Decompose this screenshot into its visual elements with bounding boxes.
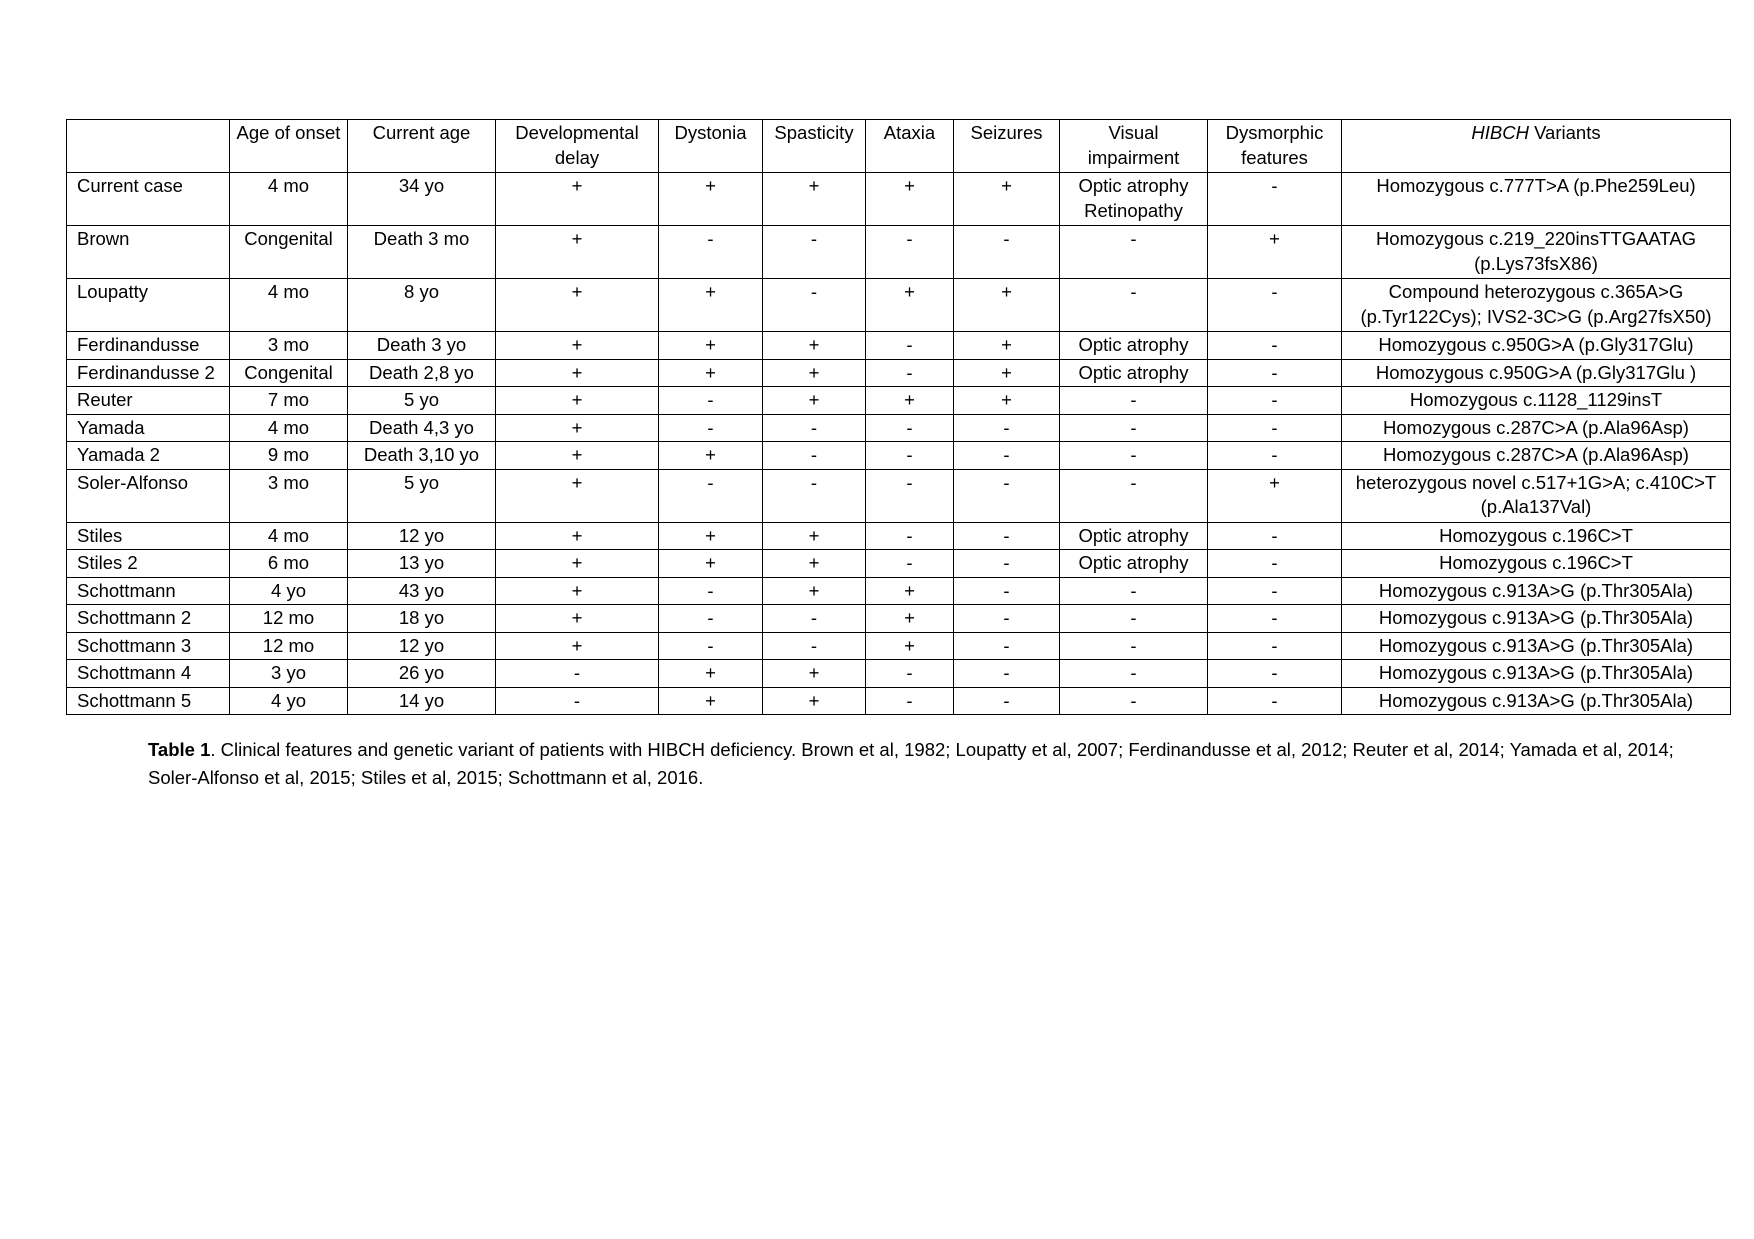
cell-variants: Homozygous c.913A>G (p.Thr305Ala) xyxy=(1342,660,1731,688)
table-row xyxy=(67,577,1731,605)
cell-dystonia: + xyxy=(659,687,763,715)
cell-spasticity: - xyxy=(763,279,866,332)
cell-current-age: 5 yo xyxy=(348,469,496,522)
table-row xyxy=(67,522,1731,550)
cell-ataxia: - xyxy=(866,687,954,715)
cell-patient: Current case xyxy=(67,173,230,226)
cell-dystonia: - xyxy=(659,226,763,279)
cell-visual-impairment: - xyxy=(1060,687,1208,715)
cell-dystonia: + xyxy=(659,279,763,332)
cell-dystonia: - xyxy=(659,632,763,660)
cell-ataxia: - xyxy=(866,414,954,442)
cell-seizures: - xyxy=(954,687,1060,715)
cell-age-onset: 3 mo xyxy=(230,332,348,360)
cell-developmental-delay: + xyxy=(496,414,659,442)
cell-patient: Brown xyxy=(67,226,230,279)
cell-age-onset: Congenital xyxy=(230,226,348,279)
cell-visual-impairment: - xyxy=(1060,577,1208,605)
cell-patient: Schottmann 3 xyxy=(67,632,230,660)
cell-dystonia: - xyxy=(659,469,763,522)
cell-spasticity: - xyxy=(763,226,866,279)
table-row xyxy=(67,605,1731,633)
cell-patient: Stiles xyxy=(67,522,230,550)
cell-current-age: Death 3 mo xyxy=(348,226,496,279)
cell-spasticity: + xyxy=(763,522,866,550)
cell-seizures: - xyxy=(954,522,1060,550)
header-seizures: Seizures xyxy=(954,120,1060,173)
cell-seizures: - xyxy=(954,469,1060,522)
cell-variants: Homozygous c.913A>G (p.Thr305Ala) xyxy=(1342,687,1731,715)
cell-visual-impairment: - xyxy=(1060,632,1208,660)
cell-current-age: 5 yo xyxy=(348,387,496,415)
cell-age-onset: 4 mo xyxy=(230,279,348,332)
cell-dystonia: + xyxy=(659,332,763,360)
cell-variants: Homozygous c.287C>A (p.Ala96Asp) xyxy=(1342,442,1731,470)
cell-visual-impairment: - xyxy=(1060,226,1208,279)
cell-age-onset: 12 mo xyxy=(230,632,348,660)
cell-visual-impairment: - xyxy=(1060,660,1208,688)
cell-developmental-delay: + xyxy=(496,442,659,470)
cell-developmental-delay: + xyxy=(496,577,659,605)
table-row xyxy=(67,632,1731,660)
cell-developmental-delay: + xyxy=(496,279,659,332)
cell-age-onset: 3 mo xyxy=(230,469,348,522)
header-developmental-delay: Developmental delay xyxy=(496,120,659,173)
cell-patient: Schottmann xyxy=(67,577,230,605)
cell-dysmorphic-features: - xyxy=(1208,414,1342,442)
caption-label: Table 1 xyxy=(148,739,211,760)
cell-spasticity: + xyxy=(763,687,866,715)
cell-patient: Yamada 2 xyxy=(67,442,230,470)
cell-dysmorphic-features: - xyxy=(1208,359,1342,387)
cell-dysmorphic-features: - xyxy=(1208,577,1342,605)
cell-current-age: 8 yo xyxy=(348,279,496,332)
cell-patient: Stiles 2 xyxy=(67,550,230,578)
table-row xyxy=(67,279,1731,332)
cell-developmental-delay: + xyxy=(496,173,659,226)
cell-visual-impairment: Optic atrophy Retinopathy xyxy=(1060,173,1208,226)
cell-ataxia: + xyxy=(866,279,954,332)
cell-visual-impairment: Optic atrophy xyxy=(1060,550,1208,578)
cell-spasticity: - xyxy=(763,632,866,660)
cell-seizures: - xyxy=(954,550,1060,578)
cell-age-onset: 4 mo xyxy=(230,414,348,442)
cell-current-age: Death 4,3 yo xyxy=(348,414,496,442)
cell-seizures: + xyxy=(954,359,1060,387)
header-spasticity: Spasticity xyxy=(763,120,866,173)
cell-ataxia: - xyxy=(866,469,954,522)
cell-variants: Homozygous c.913A>G (p.Thr305Ala) xyxy=(1342,577,1731,605)
cell-patient: Schottmann 4 xyxy=(67,660,230,688)
cell-seizures: - xyxy=(954,414,1060,442)
cell-developmental-delay: + xyxy=(496,605,659,633)
cell-patient: Loupatty xyxy=(67,279,230,332)
cell-ataxia: + xyxy=(866,605,954,633)
cell-visual-impairment: - xyxy=(1060,414,1208,442)
table-row xyxy=(67,332,1731,360)
cell-spasticity: - xyxy=(763,469,866,522)
cell-ataxia: + xyxy=(866,387,954,415)
cell-current-age: 12 yo xyxy=(348,632,496,660)
cell-visual-impairment: Optic atrophy xyxy=(1060,522,1208,550)
cell-patient: Schottmann 2 xyxy=(67,605,230,633)
cell-visual-impairment: - xyxy=(1060,279,1208,332)
header-age-onset: Age of onset xyxy=(230,120,348,173)
clinical-table-container xyxy=(66,119,1730,715)
cell-variants: Homozygous c.913A>G (p.Thr305Ala) xyxy=(1342,632,1731,660)
cell-dystonia: - xyxy=(659,387,763,415)
cell-current-age: Death 3 yo xyxy=(348,332,496,360)
cell-seizures: + xyxy=(954,332,1060,360)
cell-patient: Schottmann 5 xyxy=(67,687,230,715)
cell-spasticity: + xyxy=(763,577,866,605)
cell-variants: Homozygous c.950G>A (p.Gly317Glu ) xyxy=(1342,359,1731,387)
cell-seizures: - xyxy=(954,632,1060,660)
cell-variants: Homozygous c.196C>T xyxy=(1342,522,1731,550)
cell-spasticity: - xyxy=(763,605,866,633)
cell-current-age: 12 yo xyxy=(348,522,496,550)
cell-seizures: - xyxy=(954,605,1060,633)
cell-visual-impairment: Optic atrophy xyxy=(1060,359,1208,387)
cell-age-onset: 6 mo xyxy=(230,550,348,578)
cell-dysmorphic-features: - xyxy=(1208,173,1342,226)
cell-dysmorphic-features: - xyxy=(1208,387,1342,415)
header-variants xyxy=(1342,120,1731,173)
cell-age-onset: 4 mo xyxy=(230,173,348,226)
cell-dystonia: + xyxy=(659,522,763,550)
cell-developmental-delay: + xyxy=(496,469,659,522)
cell-current-age: 14 yo xyxy=(348,687,496,715)
header-patient xyxy=(67,120,230,173)
cell-dystonia: + xyxy=(659,660,763,688)
cell-visual-impairment: - xyxy=(1060,605,1208,633)
table-row xyxy=(67,173,1731,226)
cell-spasticity: + xyxy=(763,359,866,387)
cell-dystonia: - xyxy=(659,414,763,442)
cell-age-onset: 4 mo xyxy=(230,522,348,550)
cell-dysmorphic-features: + xyxy=(1208,226,1342,279)
cell-developmental-delay: - xyxy=(496,687,659,715)
table-row xyxy=(67,226,1731,279)
cell-seizures: + xyxy=(954,387,1060,415)
cell-variants: Homozygous c.950G>A (p.Gly317Glu) xyxy=(1342,332,1731,360)
cell-variants: Homozygous c.219_220insTTGAATAG (p.Lys73fsX86) xyxy=(1342,226,1731,279)
cell-ataxia: - xyxy=(866,442,954,470)
cell-dysmorphic-features: - xyxy=(1208,660,1342,688)
cell-seizures: - xyxy=(954,577,1060,605)
cell-variants: Homozygous c.287C>A (p.Ala96Asp) xyxy=(1342,414,1731,442)
cell-seizures: - xyxy=(954,226,1060,279)
cell-dysmorphic-features: - xyxy=(1208,522,1342,550)
table-row xyxy=(67,414,1731,442)
cell-dystonia: + xyxy=(659,359,763,387)
header-dysmorphic-features: Dysmorphic features xyxy=(1208,120,1342,173)
table-body xyxy=(67,173,1731,715)
cell-developmental-delay: + xyxy=(496,332,659,360)
cell-visual-impairment: - xyxy=(1060,469,1208,522)
header-variants-gene: HIBCH xyxy=(1471,122,1529,143)
cell-developmental-delay: + xyxy=(496,387,659,415)
cell-patient: Ferdinandusse xyxy=(67,332,230,360)
cell-age-onset: 4 yo xyxy=(230,577,348,605)
clinical-features-table xyxy=(66,119,1731,715)
table-row xyxy=(67,660,1731,688)
cell-ataxia: + xyxy=(866,173,954,226)
cell-current-age: 13 yo xyxy=(348,550,496,578)
cell-ataxia: - xyxy=(866,550,954,578)
cell-spasticity: + xyxy=(763,173,866,226)
cell-age-onset: 9 mo xyxy=(230,442,348,470)
cell-dysmorphic-features: + xyxy=(1208,469,1342,522)
cell-age-onset: 7 mo xyxy=(230,387,348,415)
cell-variants: Homozygous c.913A>G (p.Thr305Ala) xyxy=(1342,605,1731,633)
header-ataxia: Ataxia xyxy=(866,120,954,173)
table-row xyxy=(67,359,1731,387)
cell-current-age: Death 3,10 yo xyxy=(348,442,496,470)
cell-variants: Compound heterozygous c.365A>G (p.Tyr122Cys); IVS2-3C>G (p.Arg27fsX50) xyxy=(1342,279,1731,332)
cell-ataxia: - xyxy=(866,660,954,688)
cell-seizures: + xyxy=(954,173,1060,226)
cell-current-age: Death 2,8 yo xyxy=(348,359,496,387)
cell-dystonia: - xyxy=(659,605,763,633)
table-row xyxy=(67,687,1731,715)
cell-current-age: 43 yo xyxy=(348,577,496,605)
cell-spasticity: - xyxy=(763,414,866,442)
cell-patient: Soler-Alfonso xyxy=(67,469,230,522)
cell-dysmorphic-features: - xyxy=(1208,332,1342,360)
caption-text: . Clinical features and genetic variant of patients with HIBCH deficiency. Brown et al, 1982; Loupatty et al, 2007; Ferdinandusse et al, 2012; Reuter et al, 2014; Yamada et al, 2014; Soler-Alfonso et al, 2015; Stiles et al, 2015; Schottmann et al, 2016. xyxy=(148,739,1674,788)
cell-ataxia: - xyxy=(866,359,954,387)
header-dystonia: Dystonia xyxy=(659,120,763,173)
table-row xyxy=(67,469,1731,522)
cell-dysmorphic-features: - xyxy=(1208,550,1342,578)
cell-ataxia: - xyxy=(866,226,954,279)
cell-spasticity: + xyxy=(763,660,866,688)
cell-age-onset: 12 mo xyxy=(230,605,348,633)
cell-patient: Ferdinandusse 2 xyxy=(67,359,230,387)
cell-seizures: - xyxy=(954,442,1060,470)
cell-variants: Homozygous c.196C>T xyxy=(1342,550,1731,578)
cell-ataxia: - xyxy=(866,332,954,360)
header-current-age: Current age xyxy=(348,120,496,173)
table-row xyxy=(67,550,1731,578)
cell-dystonia: + xyxy=(659,550,763,578)
cell-current-age: 26 yo xyxy=(348,660,496,688)
cell-spasticity: - xyxy=(763,442,866,470)
cell-ataxia: + xyxy=(866,632,954,660)
cell-variants: Homozygous c.1128_1129insT xyxy=(1342,387,1731,415)
cell-age-onset: 4 yo xyxy=(230,687,348,715)
cell-developmental-delay: + xyxy=(496,522,659,550)
cell-dysmorphic-features: - xyxy=(1208,279,1342,332)
cell-developmental-delay: + xyxy=(496,550,659,578)
cell-visual-impairment: Optic atrophy xyxy=(1060,332,1208,360)
cell-age-onset: 3 yo xyxy=(230,660,348,688)
cell-dystonia: - xyxy=(659,577,763,605)
cell-visual-impairment: - xyxy=(1060,387,1208,415)
cell-patient: Reuter xyxy=(67,387,230,415)
cell-age-onset: Congenital xyxy=(230,359,348,387)
header-variants-label: Variants xyxy=(1534,122,1601,143)
cell-visual-impairment: - xyxy=(1060,442,1208,470)
cell-seizures: + xyxy=(954,279,1060,332)
cell-current-age: 18 yo xyxy=(348,605,496,633)
cell-dysmorphic-features: - xyxy=(1208,632,1342,660)
cell-spasticity: + xyxy=(763,387,866,415)
cell-developmental-delay: - xyxy=(496,660,659,688)
cell-developmental-delay: + xyxy=(496,226,659,279)
cell-variants: Homozygous c.777T>A (p.Phe259Leu) xyxy=(1342,173,1731,226)
cell-dystonia: + xyxy=(659,173,763,226)
cell-dysmorphic-features: - xyxy=(1208,687,1342,715)
cell-dysmorphic-features: - xyxy=(1208,442,1342,470)
cell-developmental-delay: + xyxy=(496,632,659,660)
table-row xyxy=(67,442,1731,470)
cell-dystonia: + xyxy=(659,442,763,470)
cell-variants: heterozygous novel c.517+1G>A; c.410C>T (p.Ala137Val) xyxy=(1342,469,1731,522)
table-row xyxy=(67,387,1731,415)
cell-ataxia: + xyxy=(866,577,954,605)
cell-current-age: 34 yo xyxy=(348,173,496,226)
cell-seizures: - xyxy=(954,660,1060,688)
cell-developmental-delay: + xyxy=(496,359,659,387)
header-visual-impairment: Visual impairment xyxy=(1060,120,1208,173)
cell-dysmorphic-features: - xyxy=(1208,605,1342,633)
cell-spasticity: + xyxy=(763,332,866,360)
table-header-row xyxy=(67,120,1731,173)
table-caption xyxy=(148,736,1688,792)
cell-ataxia: - xyxy=(866,522,954,550)
cell-patient: Yamada xyxy=(67,414,230,442)
cell-spasticity: + xyxy=(763,550,866,578)
